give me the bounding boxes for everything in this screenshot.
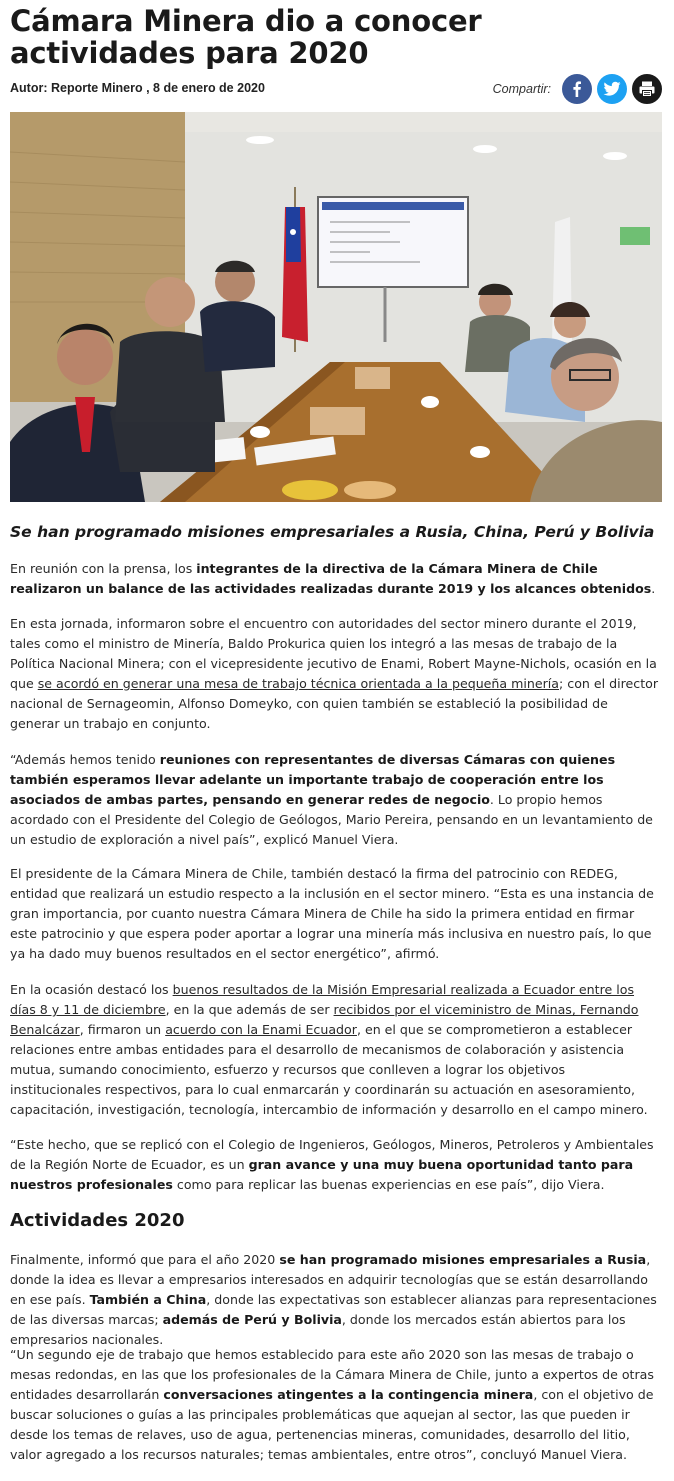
paragraph-1 (10, 559, 660, 599)
article-subtitle: Se han programado misiones empresariales a Rusia, China, Perú y Bolivia (10, 523, 655, 541)
p5-link-mision[interactable]: buenos resultados de la Misión Empresarial realizada a Ecuador entre los días 8 y 11 de diciembre (10, 982, 635, 1017)
p7-bold-rusia: se han programado misiones empresariales a Rusia (279, 1252, 647, 1267)
facebook-icon (569, 81, 585, 97)
p7-text-2: , donde la idea es llevar a empresarios interesados en adquirir tecnologías que se están desarrollando en ese país. (10, 1252, 651, 1307)
p7-bold-china: También a China (89, 1292, 207, 1307)
p3-text-end: . Lo propio hemos acordado con el Presidente del Colegio de Geólogos, Mario Pereira, pensando en un levantamiento de un estudio de exploración a nivel país”, explicó Manuel Viera. (10, 792, 653, 847)
paragraph-8 (10, 1345, 660, 1465)
p3-bold: reuniones con representantes de diversas Cámaras con quienes también esperamos llevar adelante un importante trabajo de cooperación entre los asociados de ambas partes, pensando en generar redes de negocio (10, 752, 616, 807)
p1-text: En reunión con la prensa, los (10, 561, 197, 576)
p5-text-2: , en la que además de ser (165, 1002, 334, 1017)
p5-link-viceministro[interactable]: recibidos por el viceministro de Minas, Fernando Benalcázar (10, 1002, 639, 1037)
share-twitter-button[interactable] (597, 74, 627, 104)
paragraph-6 (10, 1135, 660, 1195)
p2-link[interactable]: se acordó en generar una mesa de trabajo técnica orientada a la pequeña minería (37, 676, 560, 691)
p5-text: En la ocasión destacó los (10, 982, 173, 997)
p6-text: “Este hecho, que se replicó con el Colegio de Ingenieros, Geólogos, Mineros, Petroleros y Ambientales de la Región Norte de Ecuador, es un (10, 1137, 654, 1172)
p8-text-end: , con el objetivo de buscar soluciones o guías a las principales problemáticas que aquejan al sector, las que pueden ir desde los temas de relaves, uso de agua, pertenencias mineras, comunidades, desarrollo del litio, valor agregado a los recursos naturales; temas ambientales, entre otros”, concluyó Manuel Viera. (10, 1387, 654, 1462)
meta-row (10, 72, 662, 106)
paragraph-7 (10, 1250, 660, 1350)
section-title-actividades: Actividades 2020 (10, 1210, 185, 1231)
author-line: Autor: Reporte Minero , 8 de enero de 2020 (10, 81, 265, 95)
print-button[interactable] (632, 74, 662, 104)
share-bar (493, 72, 662, 106)
p5-text-end: , en el que se comprometieron a establecer relaciones entre ambas entidades para el desarrollo de mecanismos de colaboración y asistencia mutua, sumando conocimiento, esfuerzo y recursos que conlleven a lograr los objetivos institucionales respectivos, para lo cual enmarcarán y coordinarán su actuación en asesoramiento, capacitación, investigación, tecnología, intercambio de información y desarrollo en el campo minero. (10, 1022, 648, 1117)
p6-text-end: como para replicar las buenas experiencias en ese país”, dijo Viera. (172, 1177, 605, 1192)
p8-bold: conversaciones atingentes a la contingencia minera (163, 1387, 534, 1402)
share-facebook-button[interactable] (562, 74, 592, 104)
paragraph-5 (10, 980, 660, 1120)
twitter-icon (603, 81, 621, 97)
paragraph-4: El presidente de la Cámara Minera de Chile, también destacó la firma del patrocinio con REDEG, entidad que realizará un estudio respecto a la inclusión en el sector minero. “Esta es una instancia de gran importancia, por cuanto nuestra Cámara Minera de Chile ha sido la primera entidad en firmar este patrocinio y que espera poder aportar a lograr una minería más inclusiva en nuestro país, lo que ya ha dado muy buenos resultados en el sector energético”, afirmó. (10, 866, 654, 961)
p2-text: En esta jornada, informaron sobre el encuentro con autoridades del sector minero durante el 2019, tales como el ministro de Minería, Baldo Prokurica quien los integró a las mesas de trabajo de la Política Nacional Minera; con el vicepresidente jecutivo de Enami, Robert Mayne-Nichols, ocasión en la que (10, 616, 657, 691)
p5-link-enami[interactable]: acuerdo con la Enami Ecuador (165, 1022, 357, 1037)
p6-bold: gran avance y una muy buena oportunidad tanto para nuestros profesionales (10, 1157, 634, 1192)
p7-text-end: , donde los mercados están abiertos para los empresarios nacionales. (10, 1312, 626, 1347)
p1-text-end: . (651, 581, 656, 596)
share-label: Compartir: (492, 82, 551, 96)
p3-text: “Además hemos tenido (10, 752, 160, 767)
p2-text-end: ; con el director nacional de Sernageomin, Alfonso Domeyko, con quien también se estableció la posibilidad de generar un trabajo en conjunto. (10, 676, 659, 731)
p7-text-3: , donde las expectativas son establecer alianzas para representaciones de las diversas marcas; (10, 1292, 657, 1327)
p7-text: Finalmente, informó que para el año 2020 (10, 1252, 280, 1267)
paragraph-3 (10, 750, 660, 850)
article-title: Cámara Minera dio a conocer actividades para 2020 (10, 4, 482, 70)
meeting-photo-illustration (10, 112, 662, 502)
p8-text: “Un segundo eje de trabajo que hemos establecido para este año 2020 son las mesas de trabajo o mesas redondas, en las que los profesionales de la Cámara Minera de Chile, junto a expertos de otras entidades desarrollarán (10, 1347, 654, 1402)
p7-bold-peru-bolivia: además de Perú y Bolivia (162, 1312, 342, 1327)
paragraph-2 (10, 614, 660, 734)
p1-bold: integrantes de la directiva de la Cámara Minera de Chile realizaron un balance de las actividades realizadas durante 2019 y los alcances obtenidos (10, 561, 652, 596)
article-photo (10, 112, 662, 502)
p5-text-3: , firmaron un (79, 1022, 166, 1037)
printer-icon (638, 80, 656, 98)
